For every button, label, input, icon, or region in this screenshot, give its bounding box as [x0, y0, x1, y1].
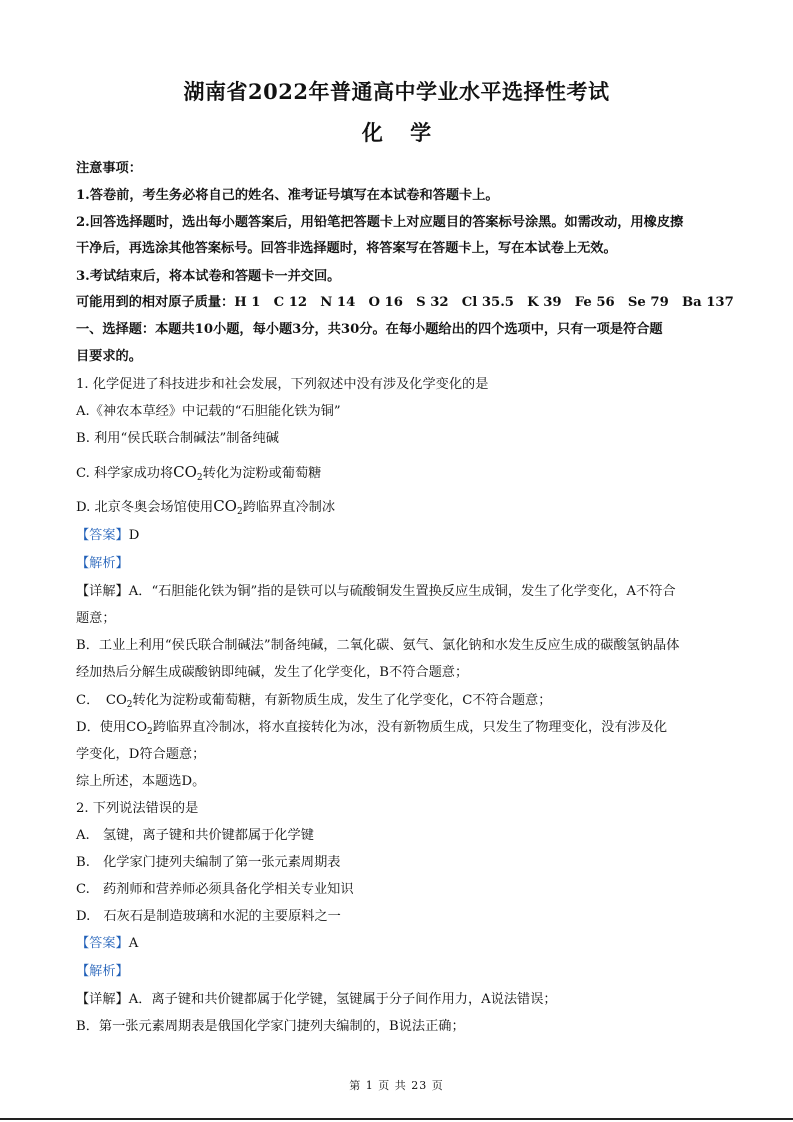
- answer-tag: 【答案】: [76, 936, 129, 951]
- q1-detail-d-line-1: [76, 719, 726, 741]
- q1-option-a: A.《神农本草经》中记载的“石胆能化铁为铜”: [76, 404, 341, 419]
- q1-option-d: [76, 497, 726, 521]
- exam-title: 湖南省2022年普通高中学业水平选择性考试: [183, 79, 610, 104]
- q1-option-b: B. 利用“侯氏联合制碱法”制备纯碱: [76, 431, 279, 446]
- q2-option-b: B. 化学家门捷列夫编制了第一张元素周期表: [76, 855, 341, 870]
- q1-detail-b-line-1: B．工业上利用“侯氏联合制碱法”制备纯碱，二氧化碳、氨气、氯化钠和水发生反应生成的碳酸氢钠晶体: [76, 638, 680, 653]
- detail-tag: 【详解】: [76, 584, 129, 599]
- section-1-heading-line-1: 一、选择题：本题共10小题，每小题3分，共30分。在每小题给出的四个选项中，只有一项是符合题: [76, 322, 663, 337]
- q2-analysis-tag: 【解析】: [76, 964, 129, 979]
- q1-detail-a-line-1: [76, 583, 726, 601]
- answer-value: A: [128, 936, 139, 951]
- q2-stem: 2. 下列说法错误的是: [76, 801, 199, 816]
- q1-option-d-suffix: 跨临界直冷制冰: [242, 500, 336, 515]
- q2-answer: [76, 935, 726, 953]
- q2-option-a: A. 氢键，离子键和共价键都属于化学键: [76, 828, 314, 843]
- exam-subject: 化 学: [361, 120, 432, 145]
- detail-d-suffix: 跨临界直冷制冰，将水直接转化为冰，没有新物质生成，只发生了物理变化，没有涉及化: [152, 720, 668, 735]
- notice-item-2-line-1: 2.回答选择题时，选出每小题答案后，用铅笔把答题卡上对应题目的答案标号涂黑。如需改动，用橡皮擦: [76, 215, 684, 230]
- bottom-divider: [0, 1118, 793, 1120]
- q1-detail-d-line-2: 学变化，D符合题意；: [76, 747, 206, 762]
- detail-tag: 【详解】: [76, 992, 129, 1007]
- detail-text: A．离子键和共价键都属于化学键，氢键属于分子间作用力，A说法错误；: [128, 992, 557, 1007]
- page-number: 第 1 页 共 23 页: [349, 1079, 444, 1092]
- q1-detail-a-line-2: 题意；: [76, 611, 116, 626]
- q1-answer: [76, 527, 726, 545]
- q1-option-d-prefix: D. 北京冬奥会场馆使用: [76, 500, 214, 515]
- q1-analysis-tag: 【解析】: [76, 556, 129, 571]
- co2-subscript: 2: [126, 700, 133, 710]
- notice-item-3: 3.考试结束后，将本试卷和答题卡一并交回。: [76, 269, 341, 284]
- q1-detail-b-line-2: 经加热后分解生成碳酸钠即纯碱，发生了化学变化，B不符合题意；: [76, 665, 469, 680]
- q1-option-c-suffix: 转化为淀粉或葡萄糖: [202, 466, 322, 481]
- co2-subscript: 2: [196, 473, 203, 483]
- detail-d-prefix: D．使用CO: [76, 720, 148, 735]
- notice-item-2-line-2: 干净后，再选涂其他答案标号。回答非选择题时，将答案写在答题卡上，写在本试卷上无效。: [76, 241, 617, 256]
- q1-detail-c: [76, 692, 726, 714]
- detail-c-suffix: 转化为淀粉或葡萄糖，有新物质生成，发生了化学变化，C不符合题意；: [132, 693, 552, 708]
- q2-option-c: C. 药剂师和营养师必须具备化学相关专业知识: [76, 882, 354, 897]
- detail-c-prefix: C． CO: [76, 693, 127, 708]
- answer-value: D: [128, 528, 140, 543]
- notice-heading: 注意事项：: [76, 161, 142, 176]
- q1-option-c-prefix: C. 科学家成功将: [76, 466, 174, 481]
- q1-option-c: [76, 463, 726, 487]
- co2-subscript: 2: [236, 507, 243, 517]
- q1-stem: 1. 化学促进了科技进步和社会发展，下列叙述中没有涉及化学变化的是: [76, 377, 489, 392]
- q2-detail-b: B．第一张元素周期表是俄国化学家门捷列夫编制的，B说法正确；: [76, 1019, 465, 1034]
- co2-subscript: 2: [147, 727, 153, 737]
- section-1-heading-line-2: 目要求的。: [76, 349, 142, 364]
- answer-tag: 【答案】: [76, 528, 129, 543]
- co2-formula: CO: [173, 463, 197, 481]
- atomic-masses: 可能用到的相对原子质量：H 1 C 12 N 14 O 16 S 32 Cl 35.5 K 39 Fe 56 Se 79 Ba 137: [76, 295, 734, 310]
- q2-option-d: D. 石灰石是制造玻璃和水泥的主要原料之一: [76, 909, 341, 924]
- detail-text: A．“石胆能化铁为铜”指的是铁可以与硫酸铜发生置换反应生成铜，发生了化学变化，A不符合: [128, 584, 676, 599]
- q1-conclusion: 综上所述，本题选D。: [76, 774, 206, 789]
- notice-item-1: 1.答卷前，考生务必将自己的姓名、准考证号填写在本试卷和答题卡上。: [76, 188, 499, 203]
- co2-formula: CO: [213, 497, 237, 515]
- q2-detail-a: [76, 991, 726, 1009]
